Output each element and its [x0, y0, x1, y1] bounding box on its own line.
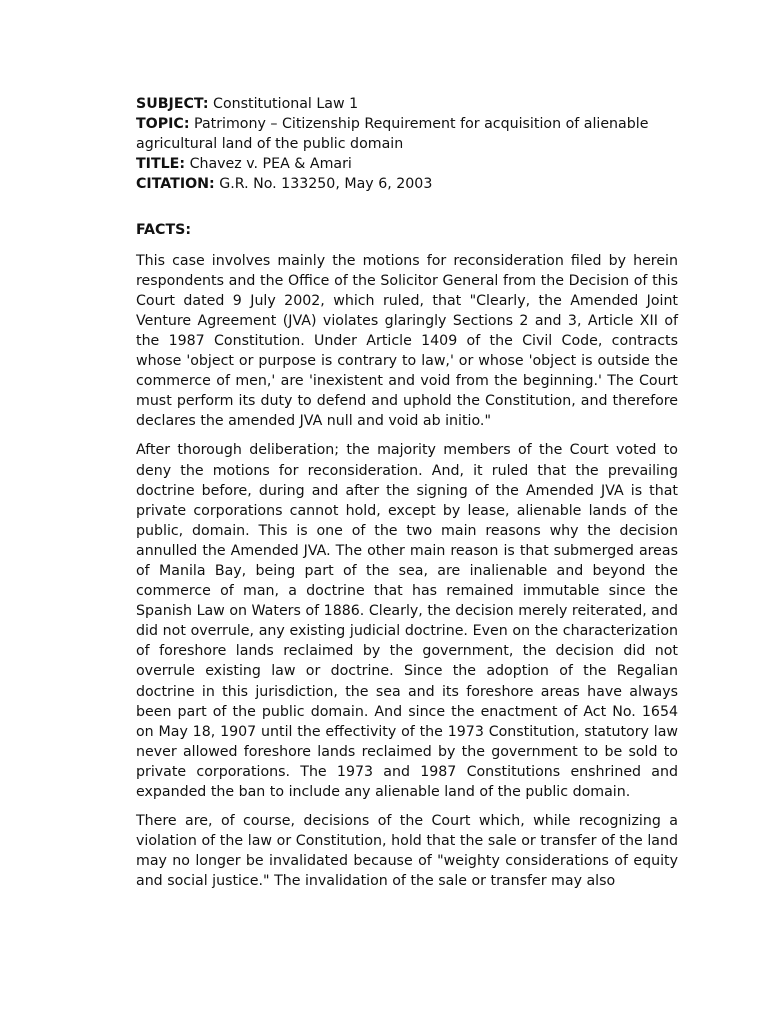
topic-label: TOPIC: [136, 116, 190, 133]
title-line [136, 154, 678, 174]
citation-line [136, 174, 678, 194]
subject-value: Constitutional Law 1 [213, 96, 359, 112]
facts-heading: FACTS: [136, 222, 192, 239]
title-label: TITLE: [136, 156, 186, 173]
subject-label: SUBJECT: [136, 96, 209, 112]
document-page [136, 94, 678, 891]
facts-paragraph-1: This case involves mainly the motions for reconsideration filed by herein respondents and the Office of the Solicitor General from the Decision of this Court dated 9 July 2002, which ruled, that "Clearly, the Amended Joint Venture Agreement (JVA) violates glaringly Sections 2 and 3, Article XII of the 1987 Constitution. Under Article 1409 of the Civil Code, contracts whose 'object or purpose is contrary to law,' or whose 'object is outside the commerce of men,' are 'inexistent and void from the beginning.' The Court must perform its duty to defend and uphold the Constitution, and therefore declares the amended JVA null and void ab initio." [136, 252, 678, 430]
subject-line [136, 94, 678, 114]
facts-paragraph-3: There are, of course, decisions of the Court which, while recognizing a violation of the law or Constitution, hold that the sale or transfer of the land may no longer be invalidated because of "weighty considerations of equity and social justice." The invalidation of the sale or transfer may also [136, 813, 678, 890]
citation-value: G.R. No. 133250, May 6, 2003 [219, 176, 433, 193]
citation-label: CITATION: [136, 176, 215, 193]
facts-paragraph-2: After thorough deliberation; the majority members of the Court voted to deny the motions for reconsideration. And, it ruled that the prevailing doctrine before, during and after the signing of the Amended JVA is that private corporations cannot hold, except by lease, alienable lands of the public, domain. This is one of the two main reasons why the decision annulled the Amended JVA. The other main reason is that submerged areas of Manila Bay, being part of the sea, are inalienable and beyond the commerce of man, a doctrine that has remained immutable since the Spanish Law on Waters of 1886. Clearly, the decision merely reiterated, and did not overrule, any existing judicial doctrine. Even on the characterization of foreshore lands reclaimed by the government, the decision did not overrule existing law or doctrine. Since the adoption of the Regalian doctrine in this jurisdiction, the sea and its foreshore areas have always been part of the public domain. And since the enactment of Act No. 1654 on May 18, 1907 until the effectivity of the 1973 Constitution, statutory law never allowed foreshore lands reclaimed by the government to be sold to private corporations. The 1973 and 1987 Constitutions enshrined and expanded the ban to include any alienable land of the public domain. [136, 442, 678, 800]
topic-line [136, 114, 678, 154]
topic-value: Patrimony – Citizenship Requirement for acquisition of alienable agricultural land of the public domain [136, 116, 649, 153]
title-value: Chavez v. PEA & Amari [189, 156, 352, 173]
